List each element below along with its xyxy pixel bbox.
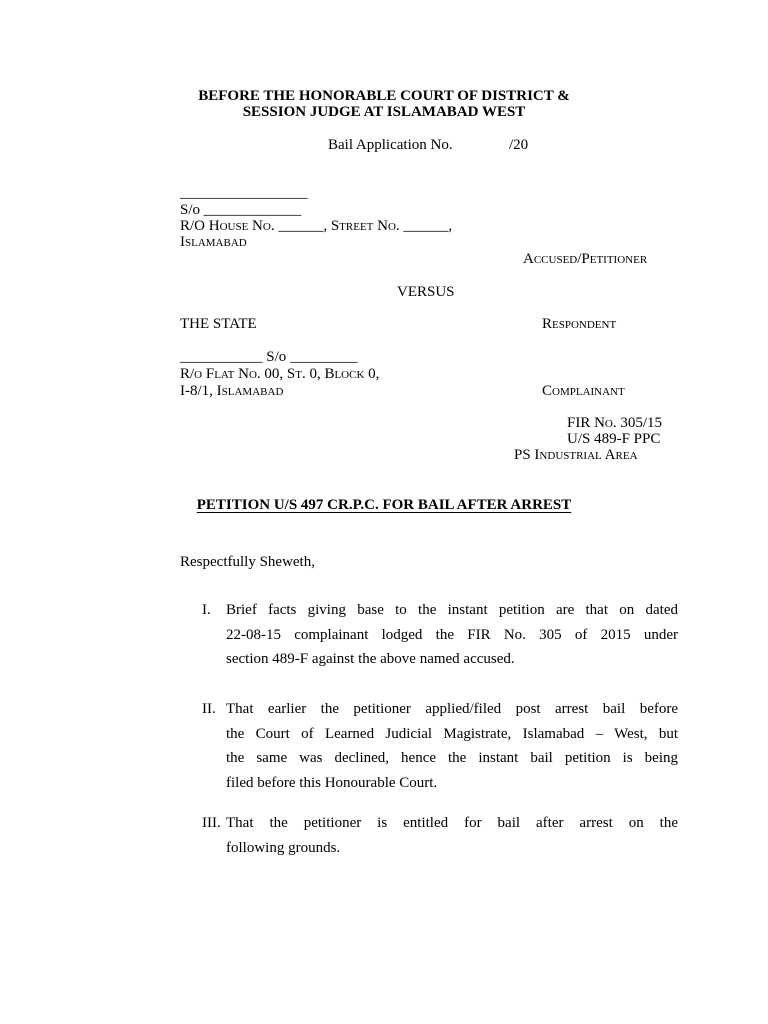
versus-label: VERSUS xyxy=(397,284,455,300)
paragraph-2-line: That earlier the petitioner applied/filed post arrest bail before xyxy=(226,701,678,717)
respondent-role: Respondent xyxy=(542,316,617,332)
paragraph-3-text xyxy=(226,811,678,860)
accused-address-line2: Islamabad xyxy=(180,234,247,250)
accused-address-line1: R/O House No. ______, Street No. ______, xyxy=(180,218,453,234)
paragraph-1-numeral: I. xyxy=(202,602,211,618)
bail-application-label: Bail Application No. xyxy=(328,137,453,153)
respondent-name: THE STATE xyxy=(180,316,257,332)
petition-title: PETITION U/S 497 CR.P.C. FOR BAIL AFTER ARREST xyxy=(196,497,572,513)
police-station: PS Industrial Area xyxy=(514,447,638,463)
complainant-name-line: ___________ S/o _________ xyxy=(180,349,358,365)
paragraph-2-text xyxy=(226,697,678,795)
court-heading-line2: SESSION JUDGE AT ISLAMABAD WEST xyxy=(242,104,526,120)
paragraph-2-numeral: II. xyxy=(202,701,216,717)
accused-role: Accused/Petitioner xyxy=(523,251,648,267)
paragraph-3-line: following grounds. xyxy=(226,839,341,856)
complainant-role: Complainant xyxy=(542,383,625,399)
paragraph-2-line: the Court of Learned Judicial Magistrate, Islamabad – West, but xyxy=(226,725,678,742)
paragraph-2-line: filed before this Honourable Court. xyxy=(226,774,438,791)
court-heading-line1: BEFORE THE HONORABLE COURT OF DISTRICT & xyxy=(198,88,570,104)
paragraph-1-line: 22-08-15 complainant lodged the FIR No. 305 of 2015 under xyxy=(226,626,678,643)
paragraph-1-text xyxy=(226,598,678,672)
fir-number: FIR No. 305/15 xyxy=(567,415,663,431)
paragraph-3-numeral: III. xyxy=(202,815,221,831)
accused-parentage: S/o _____________ xyxy=(180,202,302,218)
paragraph-3-line: That the petitioner is entitled for bail after arrest on the xyxy=(226,815,678,831)
complainant-address-line2: I-8/1, Islamabad xyxy=(180,383,284,399)
paragraph-2-line: the same was declined, hence the instant bail petition is being xyxy=(226,750,678,766)
complainant-address-line1: R/o Flat No. 00, St. 0, Block 0, xyxy=(180,366,380,382)
fir-section: U/S 489-F PPC xyxy=(567,431,661,447)
accused-name-blank: _________________ xyxy=(180,185,308,201)
paragraph-1-line: Brief facts giving base to the instant petition are that on dated xyxy=(226,602,678,618)
paragraph-1-line: section 489-F against the above named accused. xyxy=(226,651,515,667)
bail-application-year: /20 xyxy=(509,137,529,153)
salutation: Respectfully Sheweth, xyxy=(180,554,315,570)
